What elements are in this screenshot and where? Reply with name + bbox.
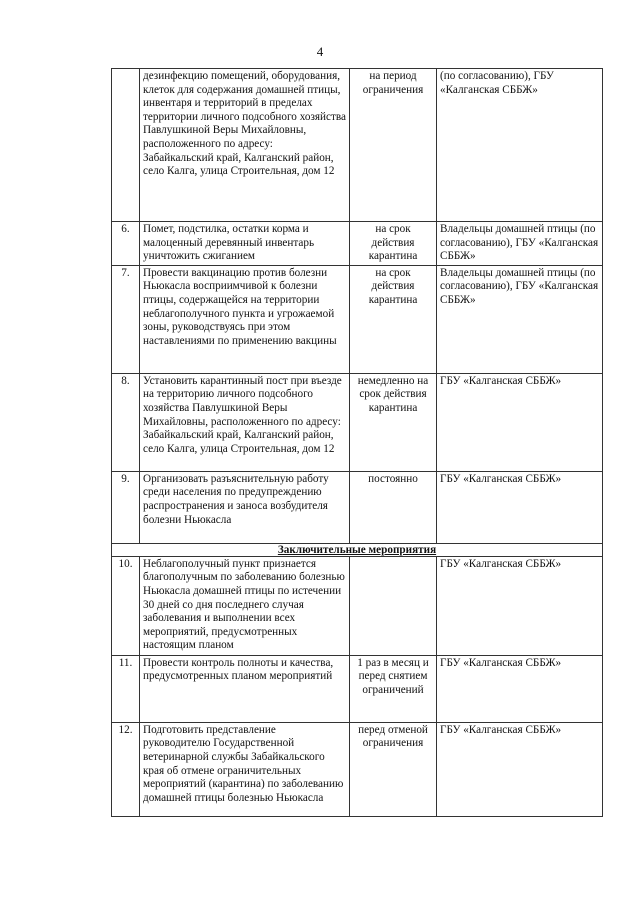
row-action: Установить карантинный пост при въезде на территорию личного подсобного хозяйства Павлушкиной Веры Михайловны, расположенного по адресу: Забайкальский край, Калганский район, село Калга, улица Строительная, дом 12 — [140, 373, 350, 471]
row-number: 11. — [112, 655, 140, 722]
row-action: Подготовить представление руководителю Государственной ветеринарной службы Забайкальского края об отмене ограничительных мероприятий (карантина) по заболеванию домашней птицы болезнью Ньюкасла — [140, 722, 350, 816]
row-responsible: ГБУ «Калганская СББЖ» — [437, 722, 603, 816]
row-action: Провести вакцинацию против болезни Ньюкасла восприимчивой к болезни птицы, содержащейся на территории неблагополучного пункта и угрожаемой зоны, руководствуясь при этом наставлениями по применению вакцины — [140, 265, 350, 373]
row-responsible: ГБУ «Калганская СББЖ» — [437, 655, 603, 722]
row-action: Помет, подстилка, остатки корма и малоценный деревянный инвентарь уничтожить сжиганием — [140, 222, 350, 266]
row-number — [112, 69, 140, 222]
table-row — [112, 471, 603, 543]
row-term: на период ограничения — [350, 69, 437, 222]
row-number: 9. — [112, 471, 140, 543]
row-number: 12. — [112, 722, 140, 816]
table-row — [112, 222, 603, 266]
row-number: 7. — [112, 265, 140, 373]
row-responsible: (по согласованию), ГБУ «Калганская СББЖ» — [437, 69, 603, 222]
row-term: 1 раз в месяц и перед снятием ограничений — [350, 655, 437, 722]
table-row — [112, 556, 603, 655]
section-title: Заключительные мероприятия — [112, 543, 603, 556]
row-action: Организовать разъяснительную работу среди населения по предупреждению распространения и заноса возбудителя болезни Ньюкасла — [140, 471, 350, 543]
table-row — [112, 69, 603, 222]
row-responsible: Владельцы домашней птицы (по согласованию), ГБУ «Калганская СББЖ» — [437, 222, 603, 266]
row-responsible: ГБУ «Калганская СББЖ» — [437, 471, 603, 543]
row-responsible: ГБУ «Калганская СББЖ» — [437, 556, 603, 655]
row-term: немедленно на срок действия карантина — [350, 373, 437, 471]
section-header-row — [112, 543, 603, 556]
row-responsible: ГБУ «Калганская СББЖ» — [437, 373, 603, 471]
row-number: 10. — [112, 556, 140, 655]
row-action: Неблагополучный пункт признается благополучным по заболеванию болезнью Ньюкасла домашней птицы по истечении 30 дней со дня последнего случая заболевания и выполнении всех мероприятий, предусмотренных настоящим планом — [140, 556, 350, 655]
page-number: 4 — [316, 44, 324, 59]
row-term — [350, 556, 437, 655]
row-term: на срок действия карантина — [350, 222, 437, 266]
table-row — [112, 373, 603, 471]
row-action: Провести контроль полноты и качества, предусмотренных планом мероприятий — [140, 655, 350, 722]
row-responsible: Владельцы домашней птицы (по согласованию), ГБУ «Калганская СББЖ» — [437, 265, 603, 373]
table-row — [112, 655, 603, 722]
row-number: 8. — [112, 373, 140, 471]
row-term: на срок действия карантина — [350, 265, 437, 373]
table-row — [112, 722, 603, 816]
row-term: постоянно — [350, 471, 437, 543]
row-number: 6. — [112, 222, 140, 266]
table-row — [112, 265, 603, 373]
measures-table — [111, 68, 603, 817]
row-term: перед отменой ограничения — [350, 722, 437, 816]
row-action: дезинфекцию помещений, оборудования, клеток для содержания домашней птицы, инвентаря и территорий в пределах территории личного подсобного хозяйства Павлушкиной Веры Михайловны, расположенного по адресу: Забайкальский край, Калганский район, село Калга, улица Строительная, дом 12 — [140, 69, 350, 222]
